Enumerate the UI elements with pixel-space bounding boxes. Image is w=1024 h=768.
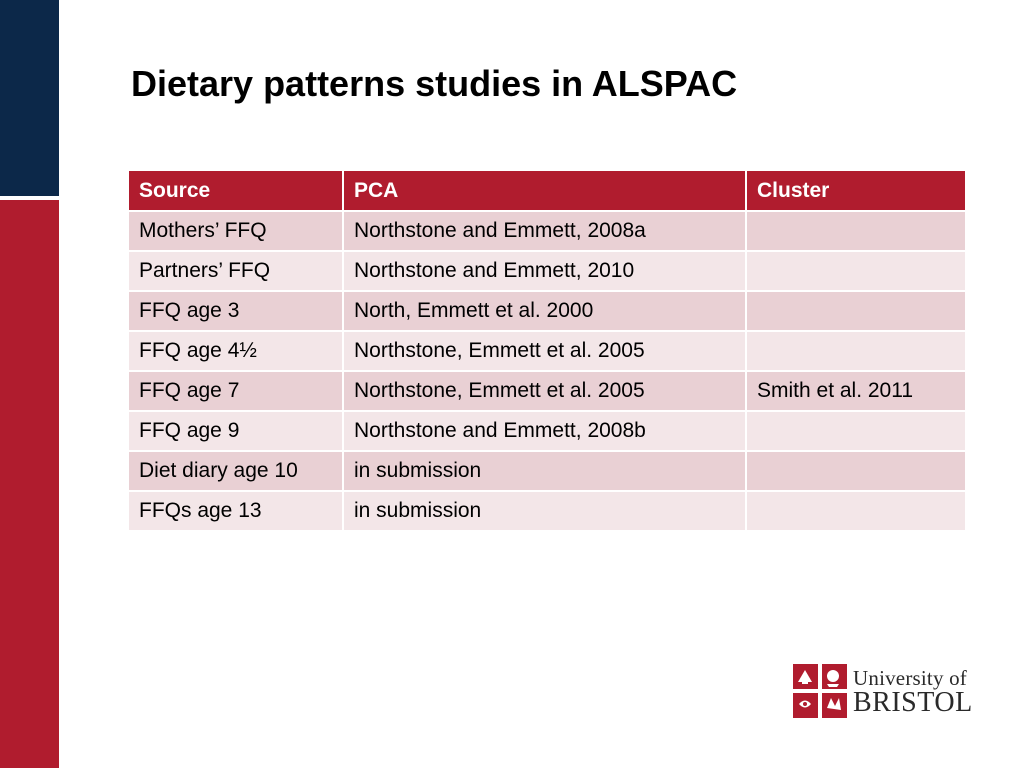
- logo-line-1: University of: [853, 666, 967, 690]
- cell-cluster: [746, 491, 966, 531]
- table-header-row: [128, 170, 966, 211]
- table-row: [128, 291, 966, 331]
- cell-cluster: [746, 411, 966, 451]
- header-cluster: Cluster: [746, 170, 966, 211]
- cell-cluster: [746, 291, 966, 331]
- logo-line-2: BRISTOL: [853, 687, 973, 718]
- slide-title: Dietary patterns studies in ALSPAC: [131, 63, 738, 104]
- cell-source: FFQ age 7: [128, 371, 343, 411]
- university-logo: [791, 661, 976, 721]
- logo-wordmark: [853, 667, 973, 717]
- cell-cluster: Smith et al. 2011: [746, 371, 966, 411]
- cell-pca: in submission: [343, 451, 746, 491]
- table-row: [128, 251, 966, 291]
- cell-pca: in submission: [343, 491, 746, 531]
- header-pca: PCA: [343, 170, 746, 211]
- side-bar-navy: [0, 0, 59, 196]
- table-row: [128, 491, 966, 531]
- cell-source: FFQ age 9: [128, 411, 343, 451]
- cell-pca: Northstone, Emmett et al. 2005: [343, 371, 746, 411]
- cell-source: FFQ age 4½: [128, 331, 343, 371]
- cell-source: Partners’ FFQ: [128, 251, 343, 291]
- table-row: [128, 211, 966, 251]
- cell-cluster: [746, 331, 966, 371]
- studies-table: [127, 169, 967, 532]
- cell-cluster: [746, 251, 966, 291]
- cell-pca: Northstone, Emmett et al. 2005: [343, 331, 746, 371]
- cell-source: Mothers’ FFQ: [128, 211, 343, 251]
- cell-pca: Northstone and Emmett, 2010: [343, 251, 746, 291]
- table-row: [128, 451, 966, 491]
- cell-source: FFQs age 13: [128, 491, 343, 531]
- cell-pca: Northstone and Emmett, 2008a: [343, 211, 746, 251]
- crest-icon: [793, 664, 847, 718]
- header-source: Source: [128, 170, 343, 211]
- cell-source: FFQ age 3: [128, 291, 343, 331]
- cell-cluster: [746, 211, 966, 251]
- table-row: [128, 411, 966, 451]
- side-bar-red: [0, 200, 59, 768]
- cell-pca: Northstone and Emmett, 2008b: [343, 411, 746, 451]
- cell-source: Diet diary age 10: [128, 451, 343, 491]
- cell-cluster: [746, 451, 966, 491]
- table-row: [128, 371, 966, 411]
- table-row: [128, 331, 966, 371]
- cell-pca: North, Emmett et al. 2000: [343, 291, 746, 331]
